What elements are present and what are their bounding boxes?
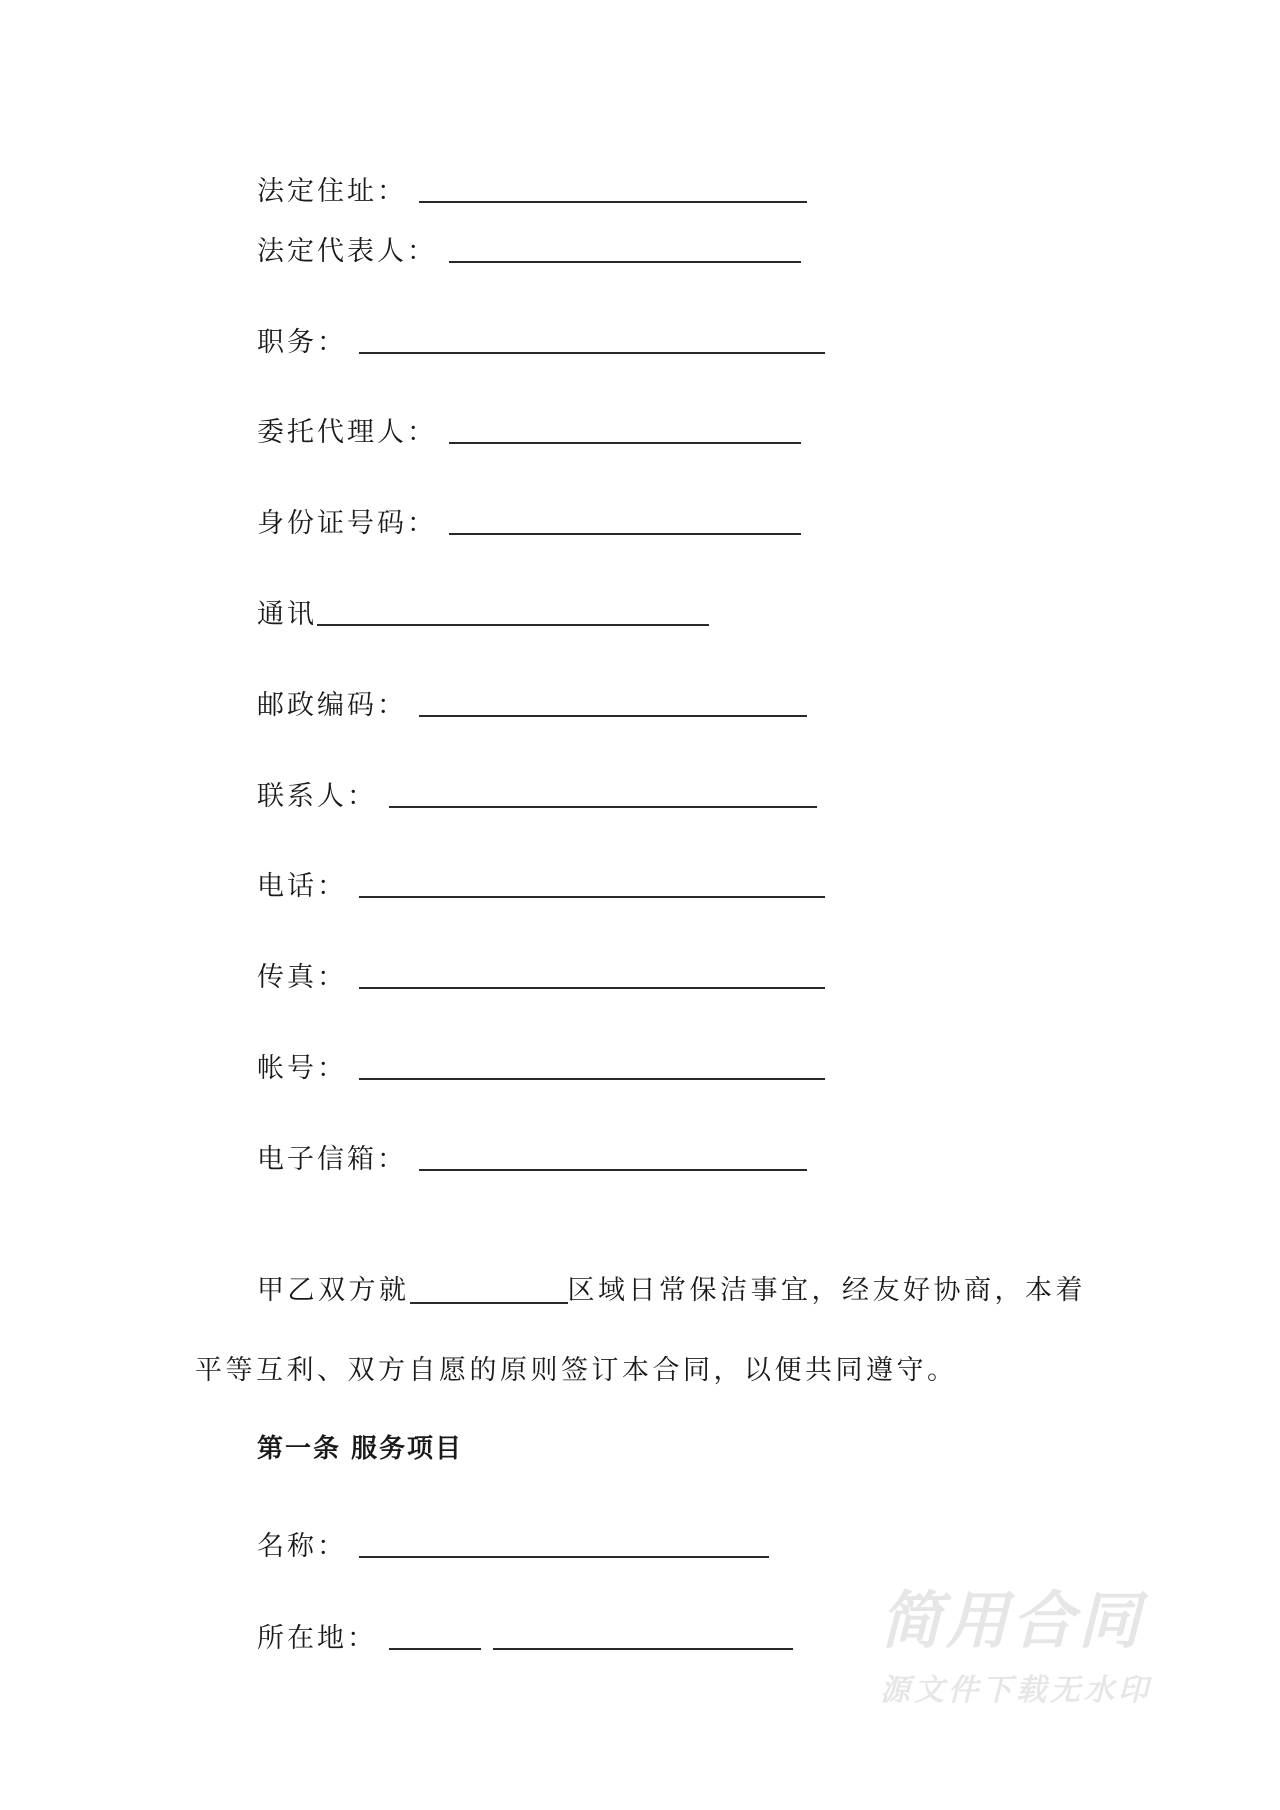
field-service-name xyxy=(257,1520,769,1560)
intro-line-2 xyxy=(195,1350,958,1384)
legal-representative-blank[interactable] xyxy=(449,261,801,263)
location-blank-1[interactable] xyxy=(389,1648,481,1650)
field-label: 名称： xyxy=(257,1531,347,1562)
authorized-agent-blank[interactable] xyxy=(449,442,801,444)
field-label: 职务： xyxy=(257,327,347,358)
location-blank-2[interactable] xyxy=(493,1648,793,1650)
field-label: 电话： xyxy=(257,871,347,902)
postal-code-blank[interactable] xyxy=(419,715,807,717)
watermark-subtitle: 源文件下载无水印 xyxy=(880,1673,1152,1708)
field-id-number xyxy=(257,497,801,537)
communication-blank[interactable] xyxy=(317,624,709,626)
intro-text-after-blank: 区域日常保洁事宜，经友好协商，本着 xyxy=(567,1275,1086,1306)
field-label: 法定代表人： xyxy=(257,236,437,267)
article-number: 第一条 xyxy=(257,1434,342,1464)
phone-blank[interactable] xyxy=(359,896,825,898)
field-legal-address xyxy=(257,165,807,205)
legal-address-blank[interactable] xyxy=(419,201,807,203)
article-1-heading xyxy=(257,1436,463,1462)
field-label: 所在地： xyxy=(257,1623,377,1654)
position-blank[interactable] xyxy=(359,352,825,354)
field-label: 电子信箱： xyxy=(257,1144,407,1175)
service-area-blank[interactable] xyxy=(410,1302,568,1304)
field-service-location xyxy=(257,1612,793,1652)
field-postal-code xyxy=(257,679,807,719)
field-authorized-agent xyxy=(257,406,801,446)
field-label: 联系人： xyxy=(257,781,377,812)
intro-text-before-blank: 甲乙双方就 xyxy=(257,1275,410,1306)
field-label: 帐号： xyxy=(257,1053,347,1084)
service-name-blank[interactable] xyxy=(359,1556,769,1558)
contact-person-blank[interactable] xyxy=(389,806,817,808)
field-account-number xyxy=(257,1042,825,1082)
id-number-blank[interactable] xyxy=(449,533,801,535)
field-contact-person xyxy=(257,770,817,810)
field-label: 传真： xyxy=(257,962,347,993)
field-label: 邮政编码： xyxy=(257,690,407,721)
field-legal-representative xyxy=(257,225,801,265)
field-label: 委托代理人： xyxy=(257,417,437,448)
article-title: 服务项目 xyxy=(351,1434,464,1464)
field-fax xyxy=(257,951,825,991)
account-number-blank[interactable] xyxy=(359,1078,825,1080)
field-phone xyxy=(257,860,825,900)
field-label: 通讯 xyxy=(257,599,317,630)
intro-text-line-2: 平等互利、双方自愿的原则签订本合同，以便共同遵守。 xyxy=(195,1355,958,1386)
watermark-title: 简用合同 xyxy=(880,1584,1145,1657)
intro-line-1 xyxy=(257,1270,1086,1304)
field-label: 身份证号码： xyxy=(257,508,437,539)
field-label: 法定住址： xyxy=(257,176,407,207)
field-position xyxy=(257,316,825,356)
watermark xyxy=(880,1584,1210,1708)
fax-blank[interactable] xyxy=(359,987,825,989)
field-communication xyxy=(257,588,709,628)
email-blank[interactable] xyxy=(419,1169,807,1171)
field-email xyxy=(257,1133,807,1173)
